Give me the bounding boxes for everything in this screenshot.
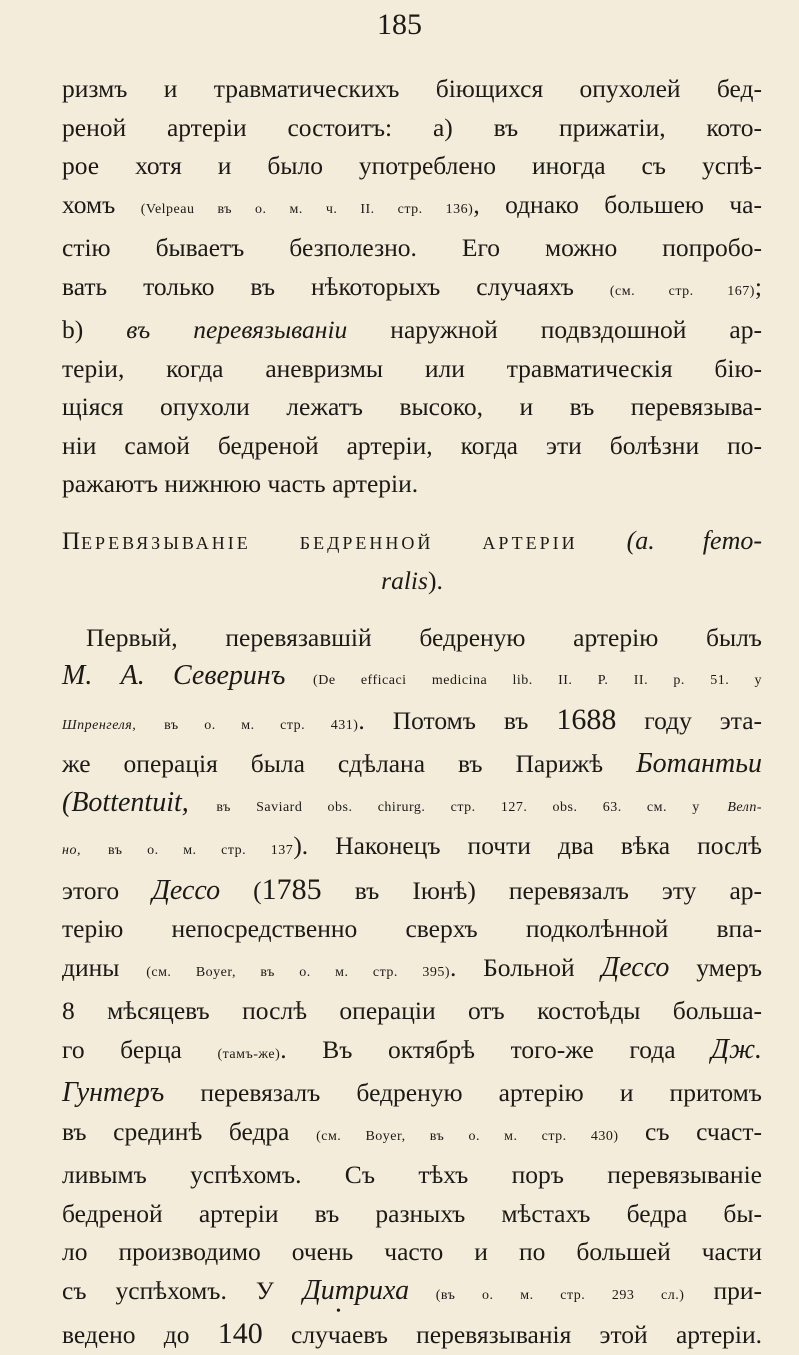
citation: (въ о. м. стр. 293 сл.) — [409, 1287, 685, 1303]
text-line: 8 мѣсяцевъ послѣ операціи отъ костоѣды больша- — [62, 996, 762, 1025]
text-line: въ срединѣ бедра (см. Boyer, въ о. м. стр. 430) съ счаст- — [62, 1116, 762, 1146]
citation: (см. стр. 167) — [609, 283, 755, 299]
text-line: Шпренгеля, въ о. м. стр. 431). Потомъ въ 1688 году эта- — [62, 702, 763, 736]
text-line: этого Дессо (1785 въ Іюнѣ) перевязалъ эту ар- — [62, 872, 762, 906]
person-name: Дессо — [152, 874, 221, 906]
person-name: Гунтеръ — [62, 1077, 165, 1108]
text-line: щіяся опухоли лежатъ высоко, и въ перевязыва- — [62, 392, 762, 421]
citation: въ Saviard obs. chirurg. стр. 127. obs. 63. см. у — [216, 799, 700, 815]
text-line: теріи, когда аневризмы или травматическія бію- — [62, 353, 762, 383]
text-line: стію бываетъ безполезно. Его можно попробо- — [62, 233, 762, 262]
text-line: бедреной артеріи въ разныхъ мѣстахъ бедра бы- — [62, 1198, 762, 1228]
person-name: Дж. — [711, 1033, 762, 1065]
text-line — [62, 657, 762, 701]
text-line: рое хотя и было употреблено иногда съ успѣ- — [62, 151, 762, 180]
section-heading-cont: ralis). — [381, 566, 443, 595]
text-line: съ успѣхомъ. У Дитриха (въ о. м. стр. 293 сл.) при- — [62, 1274, 762, 1306]
citation: (De efficaci medicina lib. II. P. II. p. 51. у — [313, 673, 763, 688]
bottom-mark: • — [336, 1304, 341, 1319]
person-name: Дитриха — [302, 1274, 410, 1306]
text-line: реной артеріи состоитъ: а) въ прижатіи, кото- — [62, 112, 762, 142]
text-line: (Bottentuit, въ Saviard obs. chirurg. стр. 127. obs. 63. см. у Велп- — [62, 786, 762, 818]
text-line: Первый, перевязавшій бедреную артерію былъ — [86, 622, 762, 652]
citation: въ о. м. стр. 431) — [164, 717, 359, 733]
text-line: терію непосредственно сверхъ подколѣнной впа- — [62, 914, 762, 943]
section-heading: ПЕРЕВЯЗЫВАНІЕ БЕДРЕННОЙ АРТЕРІИ (a. femo- — [62, 525, 763, 555]
text-line: дины (см. Boyer, въ о. м. стр. 395). Больной Дессо умеръ — [62, 951, 762, 983]
text-line: Гунтеръ перевязалъ бедреную артерію и притомъ — [62, 1077, 762, 1108]
text-line: ніи самой бедреной артеріи, когда эти болѣзни по- — [62, 430, 762, 460]
text-line: ливымъ успѣхомъ. Съ тѣхъ поръ перевязываніе — [62, 1160, 762, 1189]
page-number: 185 — [377, 8, 422, 41]
citation: (см. Boyer, въ о. м. стр. 395) — [146, 964, 450, 980]
person-name: Дессо — [601, 951, 670, 983]
text-line: но, въ о. м. стр. 137). Наконецъ почти два вѣка послѣ — [62, 831, 763, 860]
citation: (Velpeau въ о. м. ч. II. стр. 136) — [140, 201, 474, 217]
person-name: М. А. Северинъ — [62, 660, 286, 691]
text-line: же операція была сдѣлана въ Парижѣ Ботантьи — [62, 748, 762, 779]
text-body — [62, 70, 762, 1355]
text-line: ризмъ и травматическихъ біющихся опухолей бед- — [62, 74, 762, 103]
text-line: ражаютъ нижнюю часть артеріи. — [62, 469, 419, 498]
text-line: ло производимо очень часто и по большей части — [62, 1237, 762, 1266]
text-line: вать только въ нѣкоторыхъ случаяхъ (см. стр. 167); — [62, 271, 762, 301]
emphasis: въ перевязываніи — [126, 315, 348, 344]
citation: (тамъ-же) — [217, 1046, 281, 1062]
text-line: b) въ перевязываніи наружной подвздошной ар- — [62, 315, 762, 344]
text-line: ведено до 140 случаевъ перевязыванія этой артеріи. — [62, 1317, 762, 1350]
text-line: го берца (тамъ-же). Въ октябрѣ того-же года Дж. — [62, 1033, 762, 1065]
citation: (см. Boyer, въ о. м. стр. 430) — [316, 1128, 619, 1144]
text-line: хомъ (Velpeau въ о. м. ч. II. стр. 136), однако большею ча- — [62, 189, 762, 219]
person-name: Ботантьи — [636, 748, 762, 779]
